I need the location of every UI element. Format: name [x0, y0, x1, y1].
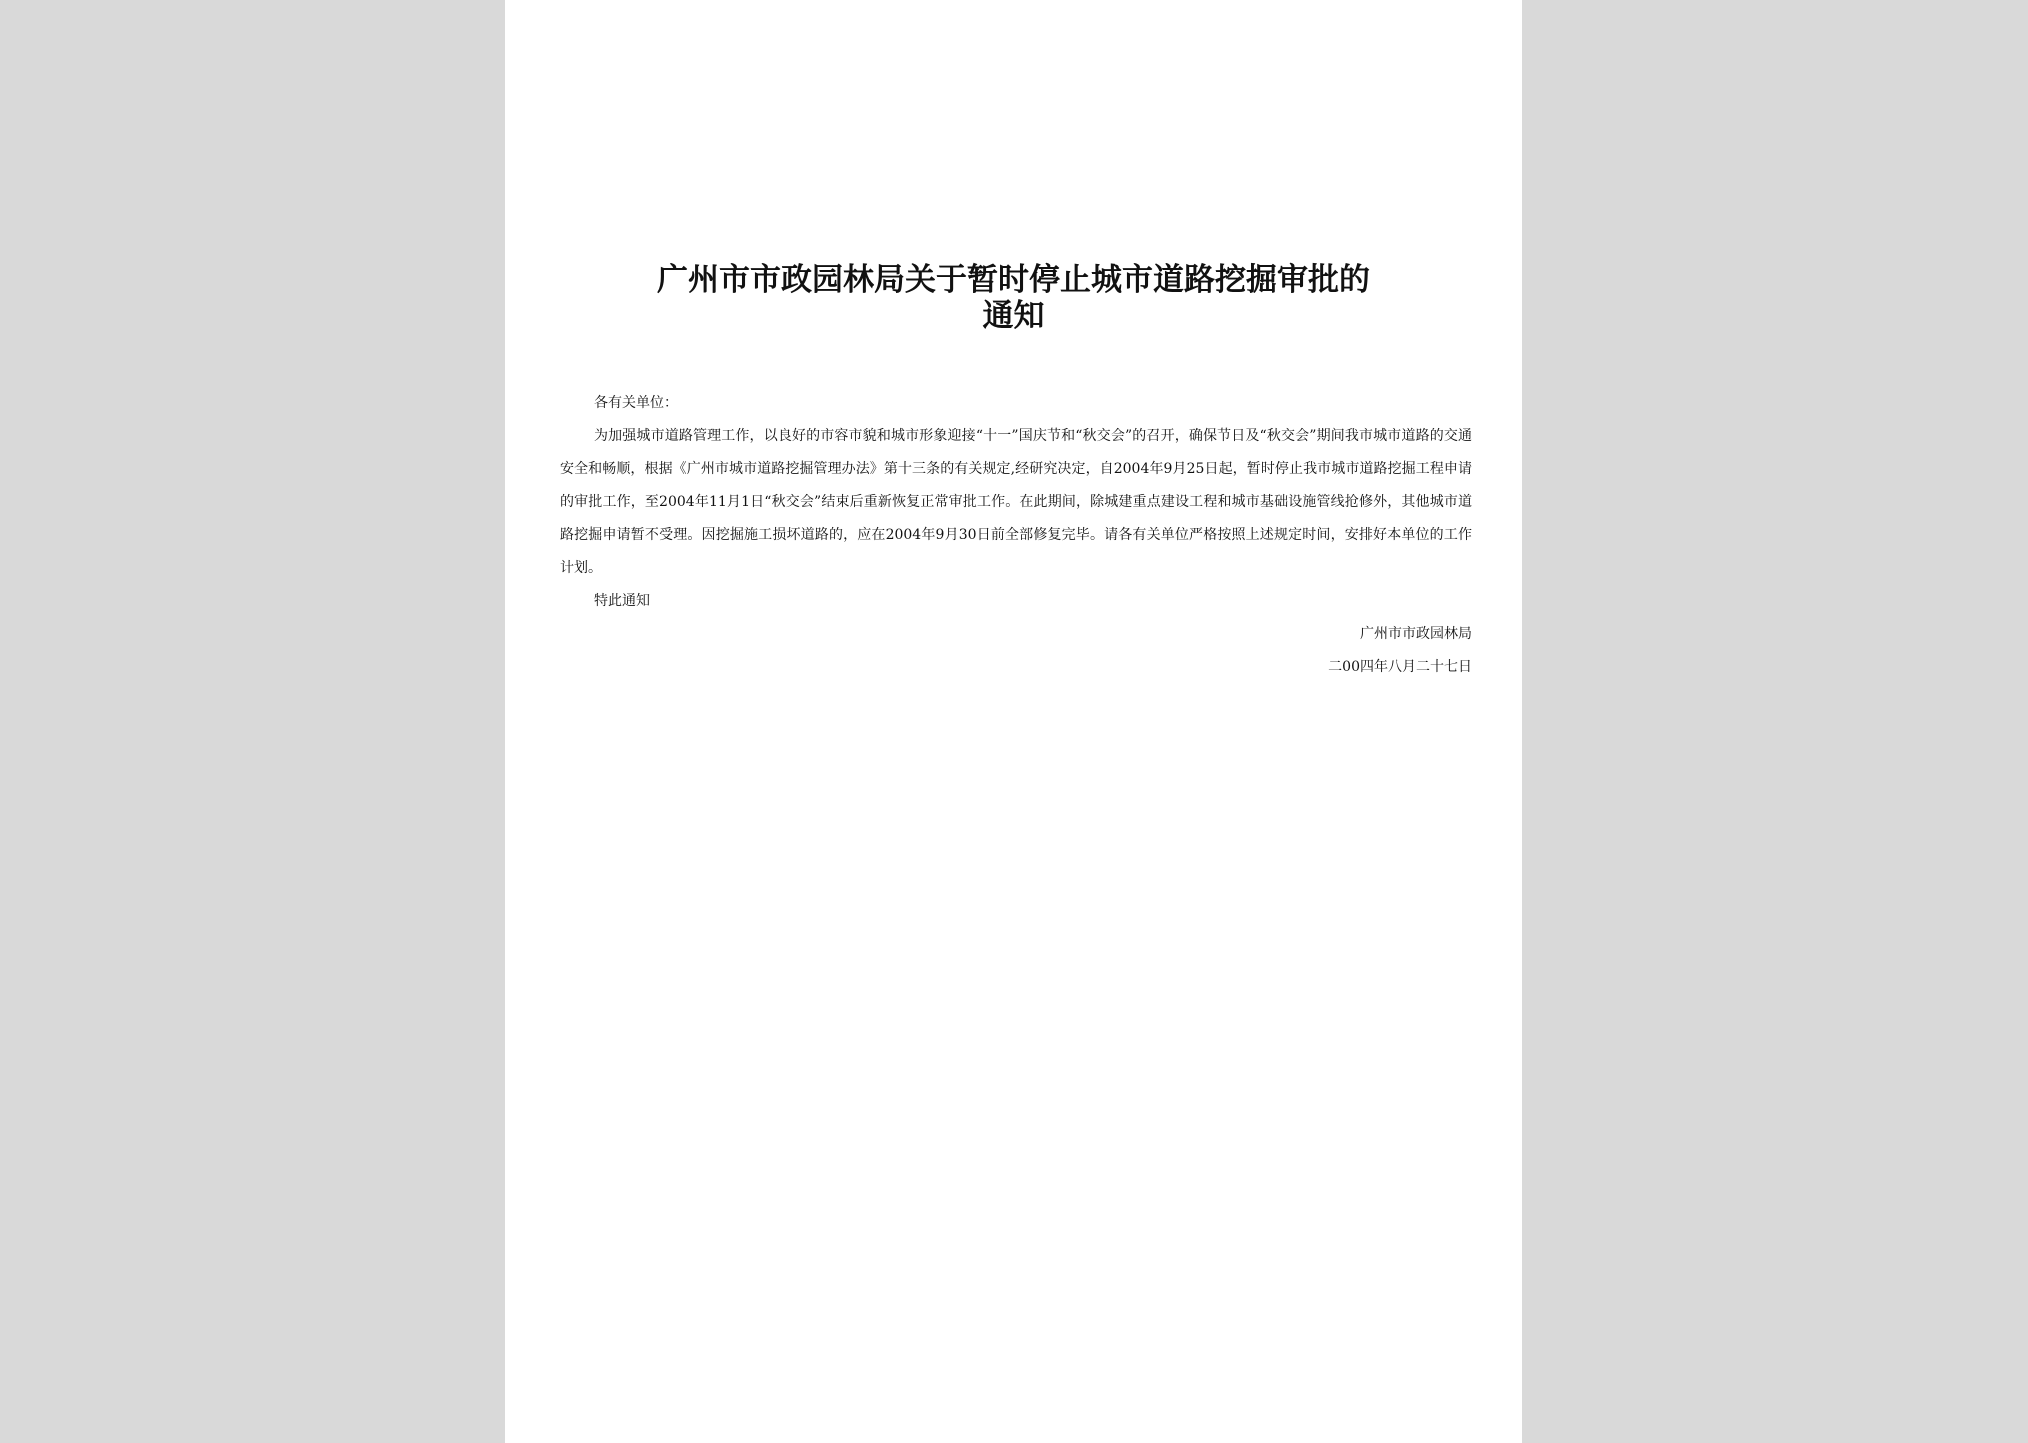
issue-date: 二00四年八月二十七日	[1328, 659, 1472, 675]
document-body	[560, 387, 1472, 684]
document-title	[545, 262, 1482, 334]
salutation: 各有关单位：	[594, 395, 678, 411]
title-line-1: 广州市市政园林局关于暂时停止城市道路挖掘审批的	[657, 262, 1370, 298]
body-paragraph: 为加强城市道路管理工作，以良好的市容市貌和城市形象迎接“十一”国庆节和“秋交会”的召开，确保节日及“秋交会”期间我市城市道路的交通安全和畅顺，根据《广州市城市道路挖掘管理办法》第十三条的有关规定,经研究决定，自2004年9月25日起，暂时停止我市城市道路挖掘工程申请的审批工作，至2004年11月1日“秋交会”结束后重新恢复正常审批工作。在此期间，除城建重点建设工程和城市基础设施管线抢修外，其他城市道路挖掘申请暂不受理。因挖掘施工损坏道路的，应在2004年9月30日前全部修复完毕。请各有关单位严格按照上述规定时间，安排好本单位的工作计划。	[560, 428, 1472, 576]
closing-line: 特此通知	[594, 593, 650, 609]
title-line-2: 通知	[982, 298, 1045, 334]
document-page	[505, 0, 1522, 1443]
issuer-signature: 广州市市政园林局	[1360, 626, 1472, 642]
